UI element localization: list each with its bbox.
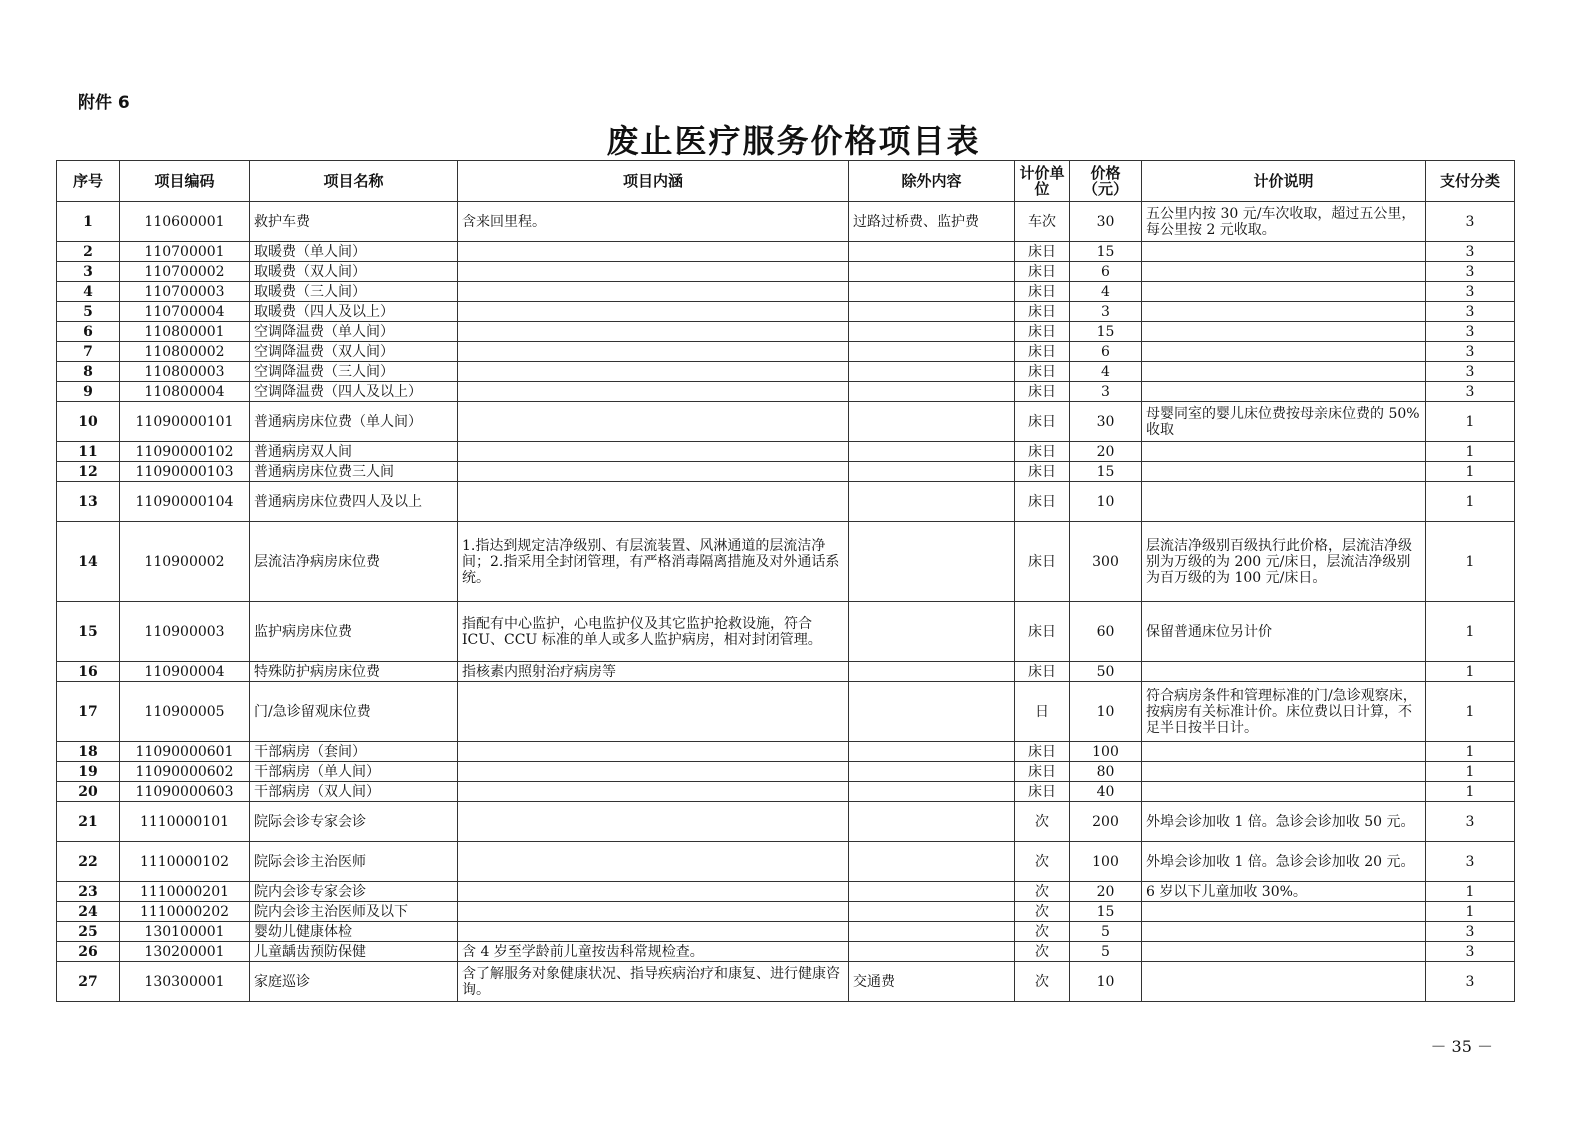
cell-content: 含来回里程。 xyxy=(458,202,849,242)
cell-price: 40 xyxy=(1070,782,1142,802)
cell-pay: 1 xyxy=(1426,662,1515,682)
cell-exclude xyxy=(849,342,1015,362)
cell-exclude xyxy=(849,402,1015,442)
cell-exclude xyxy=(849,882,1015,902)
table-row xyxy=(57,962,1515,1002)
cell-code: 110600001 xyxy=(120,202,250,242)
cell-pay: 1 xyxy=(1426,522,1515,602)
cell-name: 普通病房床位费四人及以上 xyxy=(250,482,458,522)
table-row xyxy=(57,802,1515,842)
cell-note: 母婴同室的婴儿床位费按母亲床位费的 50%收取 xyxy=(1142,402,1426,442)
cell-seq: 24 xyxy=(57,902,120,922)
cell-seq: 19 xyxy=(57,762,120,782)
cell-content xyxy=(458,262,849,282)
cell-exclude xyxy=(849,262,1015,282)
cell-exclude: 过路过桥费、监护费 xyxy=(849,202,1015,242)
cell-unit: 床日 xyxy=(1015,342,1070,362)
cell-name: 空调降温费（四人及以上） xyxy=(250,382,458,402)
cell-unit: 次 xyxy=(1015,902,1070,922)
cell-unit: 次 xyxy=(1015,802,1070,842)
cell-note xyxy=(1142,282,1426,302)
cell-pay: 3 xyxy=(1426,942,1515,962)
cell-unit: 床日 xyxy=(1015,782,1070,802)
cell-exclude xyxy=(849,522,1015,602)
cell-exclude xyxy=(849,742,1015,762)
cell-content xyxy=(458,282,849,302)
cell-exclude xyxy=(849,382,1015,402)
cell-name: 婴幼儿健康体检 xyxy=(250,922,458,942)
cell-code: 11090000102 xyxy=(120,442,250,462)
cell-unit: 床日 xyxy=(1015,302,1070,322)
cell-price: 3 xyxy=(1070,302,1142,322)
cell-name: 门/急诊留观床位费 xyxy=(250,682,458,742)
cell-content xyxy=(458,802,849,842)
cell-code: 11090000601 xyxy=(120,742,250,762)
attachment-label: 附件 6 xyxy=(78,93,130,113)
cell-unit: 床日 xyxy=(1015,262,1070,282)
cell-pay: 3 xyxy=(1426,242,1515,262)
cell-seq: 2 xyxy=(57,242,120,262)
cell-code: 110900002 xyxy=(120,522,250,602)
table-row xyxy=(57,902,1515,922)
cell-name: 普通病房双人间 xyxy=(250,442,458,462)
cell-code: 110800002 xyxy=(120,342,250,362)
cell-price: 10 xyxy=(1070,962,1142,1002)
header-pay: 支付分类 xyxy=(1426,161,1515,202)
cell-content xyxy=(458,742,849,762)
table-row xyxy=(57,662,1515,682)
cell-price: 5 xyxy=(1070,922,1142,942)
cell-code: 1110000102 xyxy=(120,842,250,882)
cell-code: 1110000201 xyxy=(120,882,250,902)
cell-price: 4 xyxy=(1070,362,1142,382)
cell-code: 110900005 xyxy=(120,682,250,742)
cell-pay: 1 xyxy=(1426,882,1515,902)
table-row xyxy=(57,762,1515,782)
cell-code: 1110000101 xyxy=(120,802,250,842)
cell-seq: 11 xyxy=(57,442,120,462)
cell-pay: 3 xyxy=(1426,262,1515,282)
table-row xyxy=(57,462,1515,482)
table-row xyxy=(57,362,1515,382)
table-row xyxy=(57,202,1515,242)
cell-unit: 床日 xyxy=(1015,402,1070,442)
cell-seq: 6 xyxy=(57,322,120,342)
table-row xyxy=(57,842,1515,882)
cell-note: 外埠会诊加收 1 倍。急诊会诊加收 20 元。 xyxy=(1142,842,1426,882)
cell-seq: 16 xyxy=(57,662,120,682)
cell-unit: 床日 xyxy=(1015,602,1070,662)
cell-pay: 1 xyxy=(1426,402,1515,442)
cell-note xyxy=(1142,362,1426,382)
cell-price: 80 xyxy=(1070,762,1142,782)
cell-price: 200 xyxy=(1070,802,1142,842)
cell-pay: 1 xyxy=(1426,742,1515,762)
cell-exclude xyxy=(849,902,1015,922)
cell-price: 10 xyxy=(1070,682,1142,742)
price-table xyxy=(56,160,1515,1002)
cell-seq: 3 xyxy=(57,262,120,282)
cell-price: 3 xyxy=(1070,382,1142,402)
cell-exclude xyxy=(849,322,1015,342)
table-header-row xyxy=(57,161,1515,202)
cell-name: 取暖费（三人间） xyxy=(250,282,458,302)
table-row xyxy=(57,922,1515,942)
cell-exclude xyxy=(849,242,1015,262)
cell-name: 取暖费（四人及以上） xyxy=(250,302,458,322)
cell-pay: 1 xyxy=(1426,462,1515,482)
cell-exclude xyxy=(849,662,1015,682)
cell-code: 110700002 xyxy=(120,262,250,282)
cell-note xyxy=(1142,242,1426,262)
cell-unit: 床日 xyxy=(1015,382,1070,402)
cell-content xyxy=(458,302,849,322)
cell-seq: 14 xyxy=(57,522,120,602)
cell-code: 110800004 xyxy=(120,382,250,402)
cell-exclude xyxy=(849,442,1015,462)
cell-pay: 3 xyxy=(1426,282,1515,302)
cell-content xyxy=(458,402,849,442)
cell-exclude xyxy=(849,362,1015,382)
cell-content xyxy=(458,882,849,902)
table-row xyxy=(57,262,1515,282)
page-number: － 35 － xyxy=(1430,1037,1493,1056)
cell-name: 层流洁净病房床位费 xyxy=(250,522,458,602)
cell-note: 6 岁以下儿童加收 30%。 xyxy=(1142,882,1426,902)
cell-note xyxy=(1142,662,1426,682)
cell-pay: 3 xyxy=(1426,922,1515,942)
cell-name: 空调降温费（三人间） xyxy=(250,362,458,382)
cell-code: 130100001 xyxy=(120,922,250,942)
cell-unit: 日 xyxy=(1015,682,1070,742)
cell-unit: 床日 xyxy=(1015,442,1070,462)
cell-content xyxy=(458,842,849,882)
cell-pay: 3 xyxy=(1426,842,1515,882)
cell-seq: 4 xyxy=(57,282,120,302)
cell-seq: 18 xyxy=(57,742,120,762)
cell-seq: 21 xyxy=(57,802,120,842)
cell-name: 儿童龋齿预防保健 xyxy=(250,942,458,962)
cell-unit: 次 xyxy=(1015,962,1070,1002)
cell-unit: 车次 xyxy=(1015,202,1070,242)
cell-content xyxy=(458,482,849,522)
cell-seq: 26 xyxy=(57,942,120,962)
header-seq: 序号 xyxy=(57,161,120,202)
cell-seq: 23 xyxy=(57,882,120,902)
cell-note xyxy=(1142,342,1426,362)
cell-name: 取暖费（单人间） xyxy=(250,242,458,262)
cell-unit: 次 xyxy=(1015,842,1070,882)
table-row xyxy=(57,782,1515,802)
cell-name: 空调降温费（双人间） xyxy=(250,342,458,362)
cell-name: 空调降温费（单人间） xyxy=(250,322,458,342)
cell-seq: 25 xyxy=(57,922,120,942)
cell-price: 5 xyxy=(1070,942,1142,962)
cell-note: 保留普通床位另计价 xyxy=(1142,602,1426,662)
cell-price: 10 xyxy=(1070,482,1142,522)
cell-code: 11090000103 xyxy=(120,462,250,482)
cell-exclude xyxy=(849,782,1015,802)
cell-exclude xyxy=(849,302,1015,322)
header-exclude: 除外内容 xyxy=(849,161,1015,202)
cell-exclude xyxy=(849,602,1015,662)
cell-seq: 17 xyxy=(57,682,120,742)
cell-note: 符合病房条件和管理标准的门/急诊观察床，按病房有关标准计价。床位费以日计算，不足半日按半日计。 xyxy=(1142,682,1426,742)
cell-note xyxy=(1142,322,1426,342)
cell-code: 110800003 xyxy=(120,362,250,382)
cell-unit: 床日 xyxy=(1015,362,1070,382)
cell-unit: 床日 xyxy=(1015,662,1070,682)
cell-name: 干部病房（单人间） xyxy=(250,762,458,782)
cell-content xyxy=(458,922,849,942)
cell-note xyxy=(1142,962,1426,1002)
cell-pay: 3 xyxy=(1426,382,1515,402)
cell-name: 院际会诊专家会诊 xyxy=(250,802,458,842)
cell-content: 含 4 岁至学龄前儿童按齿科常规检查。 xyxy=(458,942,849,962)
header-content: 项目内涵 xyxy=(458,161,849,202)
cell-code: 11090000104 xyxy=(120,482,250,522)
cell-exclude xyxy=(849,682,1015,742)
cell-note xyxy=(1142,482,1426,522)
header-name: 项目名称 xyxy=(250,161,458,202)
cell-unit: 次 xyxy=(1015,942,1070,962)
cell-price: 50 xyxy=(1070,662,1142,682)
cell-exclude: 交通费 xyxy=(849,962,1015,1002)
cell-price: 100 xyxy=(1070,742,1142,762)
cell-name: 院际会诊主治医师 xyxy=(250,842,458,882)
cell-content xyxy=(458,902,849,922)
cell-content xyxy=(458,442,849,462)
cell-price: 15 xyxy=(1070,462,1142,482)
cell-exclude xyxy=(849,802,1015,842)
cell-price: 60 xyxy=(1070,602,1142,662)
table-row xyxy=(57,602,1515,662)
cell-note xyxy=(1142,382,1426,402)
cell-name: 特殊防护病房床位费 xyxy=(250,662,458,682)
cell-unit: 床日 xyxy=(1015,522,1070,602)
cell-pay: 3 xyxy=(1426,342,1515,362)
table-row xyxy=(57,382,1515,402)
cell-exclude xyxy=(849,282,1015,302)
cell-name: 干部病房（套间） xyxy=(250,742,458,762)
cell-price: 20 xyxy=(1070,882,1142,902)
cell-unit: 床日 xyxy=(1015,482,1070,522)
cell-content: 指核素内照射治疗病房等 xyxy=(458,662,849,682)
cell-pay: 1 xyxy=(1426,482,1515,522)
cell-seq: 13 xyxy=(57,482,120,522)
cell-note xyxy=(1142,262,1426,282)
cell-unit: 床日 xyxy=(1015,742,1070,762)
cell-unit: 次 xyxy=(1015,922,1070,942)
cell-note xyxy=(1142,942,1426,962)
cell-note xyxy=(1142,922,1426,942)
cell-unit: 床日 xyxy=(1015,462,1070,482)
table-row xyxy=(57,342,1515,362)
cell-unit: 床日 xyxy=(1015,322,1070,342)
cell-seq: 7 xyxy=(57,342,120,362)
cell-name: 院内会诊专家会诊 xyxy=(250,882,458,902)
cell-seq: 9 xyxy=(57,382,120,402)
cell-pay: 1 xyxy=(1426,602,1515,662)
cell-name: 干部病房（双人间） xyxy=(250,782,458,802)
table-row xyxy=(57,442,1515,462)
cell-price: 15 xyxy=(1070,902,1142,922)
cell-name: 取暖费（双人间） xyxy=(250,262,458,282)
cell-seq: 20 xyxy=(57,782,120,802)
cell-code: 11090000602 xyxy=(120,762,250,782)
cell-content xyxy=(458,362,849,382)
cell-exclude xyxy=(849,842,1015,882)
cell-price: 20 xyxy=(1070,442,1142,462)
page-title: 废止医疗服务价格项目表 xyxy=(606,122,981,160)
cell-name: 普通病房床位费（单人间） xyxy=(250,402,458,442)
cell-seq: 12 xyxy=(57,462,120,482)
cell-unit: 床日 xyxy=(1015,282,1070,302)
cell-code: 110700004 xyxy=(120,302,250,322)
cell-name: 院内会诊主治医师及以下 xyxy=(250,902,458,922)
cell-exclude xyxy=(849,462,1015,482)
cell-code: 110800001 xyxy=(120,322,250,342)
cell-price: 15 xyxy=(1070,322,1142,342)
cell-pay: 1 xyxy=(1426,762,1515,782)
cell-price: 30 xyxy=(1070,202,1142,242)
cell-seq: 27 xyxy=(57,962,120,1002)
cell-pay: 3 xyxy=(1426,962,1515,1002)
cell-code: 110900003 xyxy=(120,602,250,662)
cell-content xyxy=(458,322,849,342)
cell-seq: 1 xyxy=(57,202,120,242)
cell-price: 15 xyxy=(1070,242,1142,262)
cell-code: 11090000101 xyxy=(120,402,250,442)
table-row xyxy=(57,302,1515,322)
cell-price: 100 xyxy=(1070,842,1142,882)
cell-name: 普通病房床位费三人间 xyxy=(250,462,458,482)
cell-code: 110900004 xyxy=(120,662,250,682)
cell-content: 含了解服务对象健康状况、指导疾病治疗和康复、进行健康咨询。 xyxy=(458,962,849,1002)
cell-name: 救护车费 xyxy=(250,202,458,242)
cell-note xyxy=(1142,902,1426,922)
cell-code: 130200001 xyxy=(120,942,250,962)
cell-content: 指配有中心监护，心电监护仪及其它监护抢救设施，符合 ICU、CCU 标准的单人或多人监护病房，相对封闭管理。 xyxy=(458,602,849,662)
cell-name: 监护病房床位费 xyxy=(250,602,458,662)
cell-name: 家庭巡诊 xyxy=(250,962,458,1002)
cell-seq: 10 xyxy=(57,402,120,442)
cell-exclude xyxy=(849,482,1015,522)
cell-pay: 3 xyxy=(1426,302,1515,322)
cell-code: 110700001 xyxy=(120,242,250,262)
cell-note xyxy=(1142,782,1426,802)
cell-exclude xyxy=(849,922,1015,942)
cell-exclude xyxy=(849,762,1015,782)
cell-seq: 8 xyxy=(57,362,120,382)
table-row xyxy=(57,242,1515,262)
cell-pay: 1 xyxy=(1426,902,1515,922)
cell-unit: 次 xyxy=(1015,882,1070,902)
cell-note xyxy=(1142,462,1426,482)
table-row xyxy=(57,322,1515,342)
cell-note xyxy=(1142,442,1426,462)
cell-content xyxy=(458,462,849,482)
cell-note: 五公里内按 30 元/车次收取，超过五公里，每公里按 2 元收取。 xyxy=(1142,202,1426,242)
cell-pay: 3 xyxy=(1426,322,1515,342)
cell-content xyxy=(458,762,849,782)
cell-pay: 3 xyxy=(1426,362,1515,382)
cell-unit: 床日 xyxy=(1015,762,1070,782)
cell-content xyxy=(458,342,849,362)
cell-price: 6 xyxy=(1070,342,1142,362)
cell-price: 300 xyxy=(1070,522,1142,602)
cell-pay: 1 xyxy=(1426,682,1515,742)
cell-exclude xyxy=(849,942,1015,962)
cell-content xyxy=(458,382,849,402)
cell-note: 层流洁净级别百级执行此价格，层流洁净级别为万级的为 200 元/床日，层流洁净级别为百万级的为 100 元/床日。 xyxy=(1142,522,1426,602)
cell-content xyxy=(458,682,849,742)
cell-code: 11090000603 xyxy=(120,782,250,802)
cell-unit: 床日 xyxy=(1015,242,1070,262)
cell-pay: 3 xyxy=(1426,802,1515,842)
cell-price: 4 xyxy=(1070,282,1142,302)
cell-price: 6 xyxy=(1070,262,1142,282)
header-unit: 计价单位 xyxy=(1015,161,1070,202)
table-row xyxy=(57,482,1515,522)
cell-note: 外埠会诊加收 1 倍。急诊会诊加收 50 元。 xyxy=(1142,802,1426,842)
table-row xyxy=(57,522,1515,602)
cell-code: 110700003 xyxy=(120,282,250,302)
cell-content: 1.指达到规定洁净级别、有层流装置、风淋通道的层流洁净间；2.指采用全封闭管理，有严格消毒隔离措施及对外通话系统。 xyxy=(458,522,849,602)
header-note: 计价说明 xyxy=(1142,161,1426,202)
table-row xyxy=(57,882,1515,902)
table-row xyxy=(57,402,1515,442)
cell-note xyxy=(1142,302,1426,322)
cell-price: 30 xyxy=(1070,402,1142,442)
cell-content xyxy=(458,782,849,802)
cell-seq: 22 xyxy=(57,842,120,882)
header-code: 项目编码 xyxy=(120,161,250,202)
cell-seq: 15 xyxy=(57,602,120,662)
header-price: 价格（元） xyxy=(1070,161,1142,202)
cell-code: 130300001 xyxy=(120,962,250,1002)
cell-pay: 1 xyxy=(1426,782,1515,802)
cell-pay: 3 xyxy=(1426,202,1515,242)
table-row xyxy=(57,682,1515,742)
cell-content xyxy=(458,242,849,262)
cell-note xyxy=(1142,762,1426,782)
cell-note xyxy=(1142,742,1426,762)
table-row xyxy=(57,742,1515,762)
table-row xyxy=(57,282,1515,302)
cell-pay: 1 xyxy=(1426,442,1515,462)
table-row xyxy=(57,942,1515,962)
table-body xyxy=(57,202,1515,1002)
cell-code: 1110000202 xyxy=(120,902,250,922)
cell-seq: 5 xyxy=(57,302,120,322)
